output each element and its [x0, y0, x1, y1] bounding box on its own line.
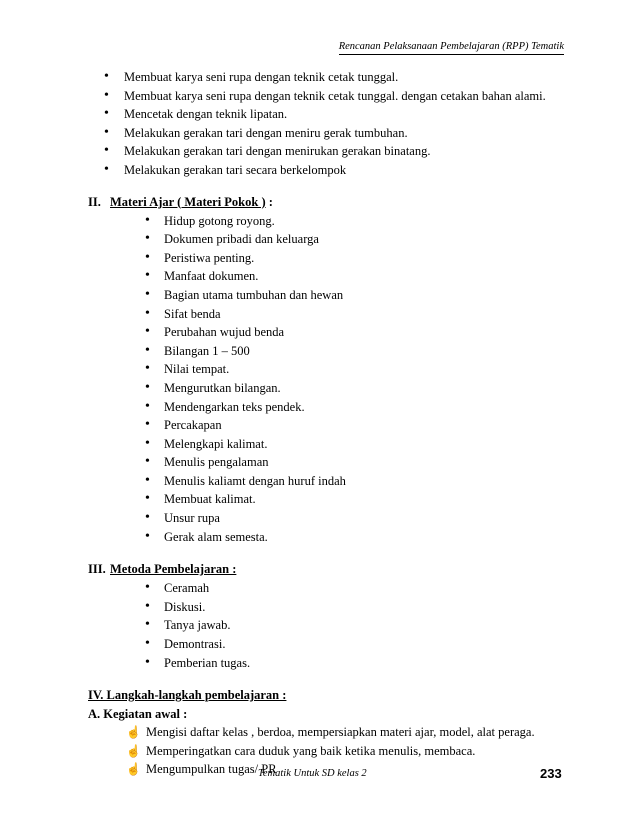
bullet-icon: •: [104, 161, 109, 177]
list-item: • Hidup gotong royong.: [0, 212, 638, 231]
bullet-icon: •: [145, 324, 150, 340]
pointing-hand-icon: ☝: [126, 725, 141, 740]
bullet-icon: •: [145, 249, 150, 265]
bullet-icon: •: [145, 472, 150, 488]
list-item: • Bilangan 1 – 500: [0, 342, 638, 361]
list-item: ☝ Mengumpulkan tugas/ PR: [0, 760, 638, 779]
list-item: • Membuat karya seni rupa dengan teknik cetak tunggal.: [0, 68, 638, 87]
list-item: • Percakapan: [0, 416, 638, 435]
list-item: • Mencetak dengan teknik lipatan.: [0, 105, 638, 124]
bullet-icon: •: [145, 598, 150, 614]
bullet-icon: •: [145, 435, 150, 451]
list-item: • Pemberian tugas.: [0, 654, 638, 673]
bullet-icon: •: [104, 106, 109, 122]
list-item: • Ceramah: [0, 579, 638, 598]
bullet-icon: •: [145, 361, 150, 377]
list-item: • Mendengarkan teks pendek.: [0, 398, 638, 417]
section-heading-materi: II. Materi Ajar ( Materi Pokok ) :: [88, 194, 273, 209]
list-item: • Membuat kalimat.: [0, 490, 638, 509]
page-content: [0, 68, 638, 779]
list-item: • Membuat karya seni rupa dengan teknik cetak tunggal. dengan cetakan bahan alami.: [0, 87, 638, 106]
bullet-icon: •: [145, 305, 150, 321]
section-heading-metoda: III. Metoda Pembelajaran :: [88, 562, 237, 577]
list-item: • Gerak alam semesta.: [0, 528, 638, 547]
list-item: • Unsur rupa: [0, 509, 638, 528]
list-item: • Bagian utama tumbuhan dan hewan: [0, 286, 638, 305]
pointing-hand-icon: ☝: [126, 762, 141, 777]
materi-list: [0, 212, 638, 547]
bullet-icon: •: [104, 69, 109, 84]
bullet-icon: •: [145, 510, 150, 526]
list-item: • Tanya jawab.: [0, 616, 638, 635]
list-item: • Peristiwa penting.: [0, 249, 638, 268]
list-item: • Sifat benda: [0, 305, 638, 324]
bullet-icon: •: [145, 231, 150, 247]
list-item: ☝ Memperingatkan cara duduk yang baik ketika menulis, membaca.: [0, 742, 638, 761]
bullet-icon: •: [145, 268, 150, 284]
bullet-icon: •: [145, 379, 150, 395]
bullet-icon: •: [145, 617, 150, 633]
bullet-icon: •: [145, 342, 150, 358]
bullet-icon: •: [145, 212, 150, 228]
bullet-icon: •: [104, 124, 109, 140]
pointing-hand-icon: ☝: [126, 743, 141, 758]
bullet-icon: •: [145, 398, 150, 414]
list-item: • Manfaat dokumen.: [0, 267, 638, 286]
top-bullet-list: [0, 68, 638, 180]
bullet-icon: •: [145, 654, 150, 670]
bullet-icon: •: [104, 143, 109, 159]
bullet-icon: •: [145, 491, 150, 507]
bullet-icon: •: [145, 286, 150, 302]
bullet-icon: •: [145, 417, 150, 433]
bullet-icon: •: [145, 454, 150, 470]
list-item: • Diskusi.: [0, 598, 638, 617]
bullet-icon: •: [145, 636, 150, 652]
list-item: • Mengurutkan bilangan.: [0, 379, 638, 398]
metoda-list: [0, 579, 638, 672]
subsection-heading-kegiatan-awal: A. Kegiatan awal :: [88, 707, 188, 722]
list-item: • Melakukan gerakan tari dengan meniru gerak tumbuhan.: [0, 124, 638, 143]
list-item: • Demontrasi.: [0, 635, 638, 654]
page-footer: Tematik Untuk SD kelas 2: [258, 768, 367, 779]
list-item: • Melengkapi kalimat.: [0, 435, 638, 454]
list-item: • Menulis kaliamt dengan huruf indah: [0, 472, 638, 491]
section-heading-langkah: IV. Langkah-langkah pembelajaran :: [88, 688, 287, 703]
list-item: • Menulis pengalaman: [0, 453, 638, 472]
bullet-icon: •: [145, 528, 150, 544]
list-item: • Melakukan gerakan tari dengan menirukan gerakan binatang.: [0, 142, 638, 161]
list-item: ☝ Mengisi daftar kelas , berdoa, mempersiapkan materi ajar, model, alat peraga.: [0, 723, 638, 742]
page-number: 233: [540, 766, 562, 781]
list-item: • Nilai tempat.: [0, 360, 638, 379]
list-item: • Dokumen pribadi dan keluarga: [0, 230, 638, 249]
bullet-icon: •: [104, 87, 109, 103]
running-header: Rencanan Pelaksanaan Pembelajaran (RPP) Tematik: [339, 40, 564, 55]
list-item: • Perubahan wujud benda: [0, 323, 638, 342]
list-item: • Melakukan gerakan tari secara berkelompok: [0, 161, 638, 180]
bullet-icon: •: [145, 580, 150, 596]
